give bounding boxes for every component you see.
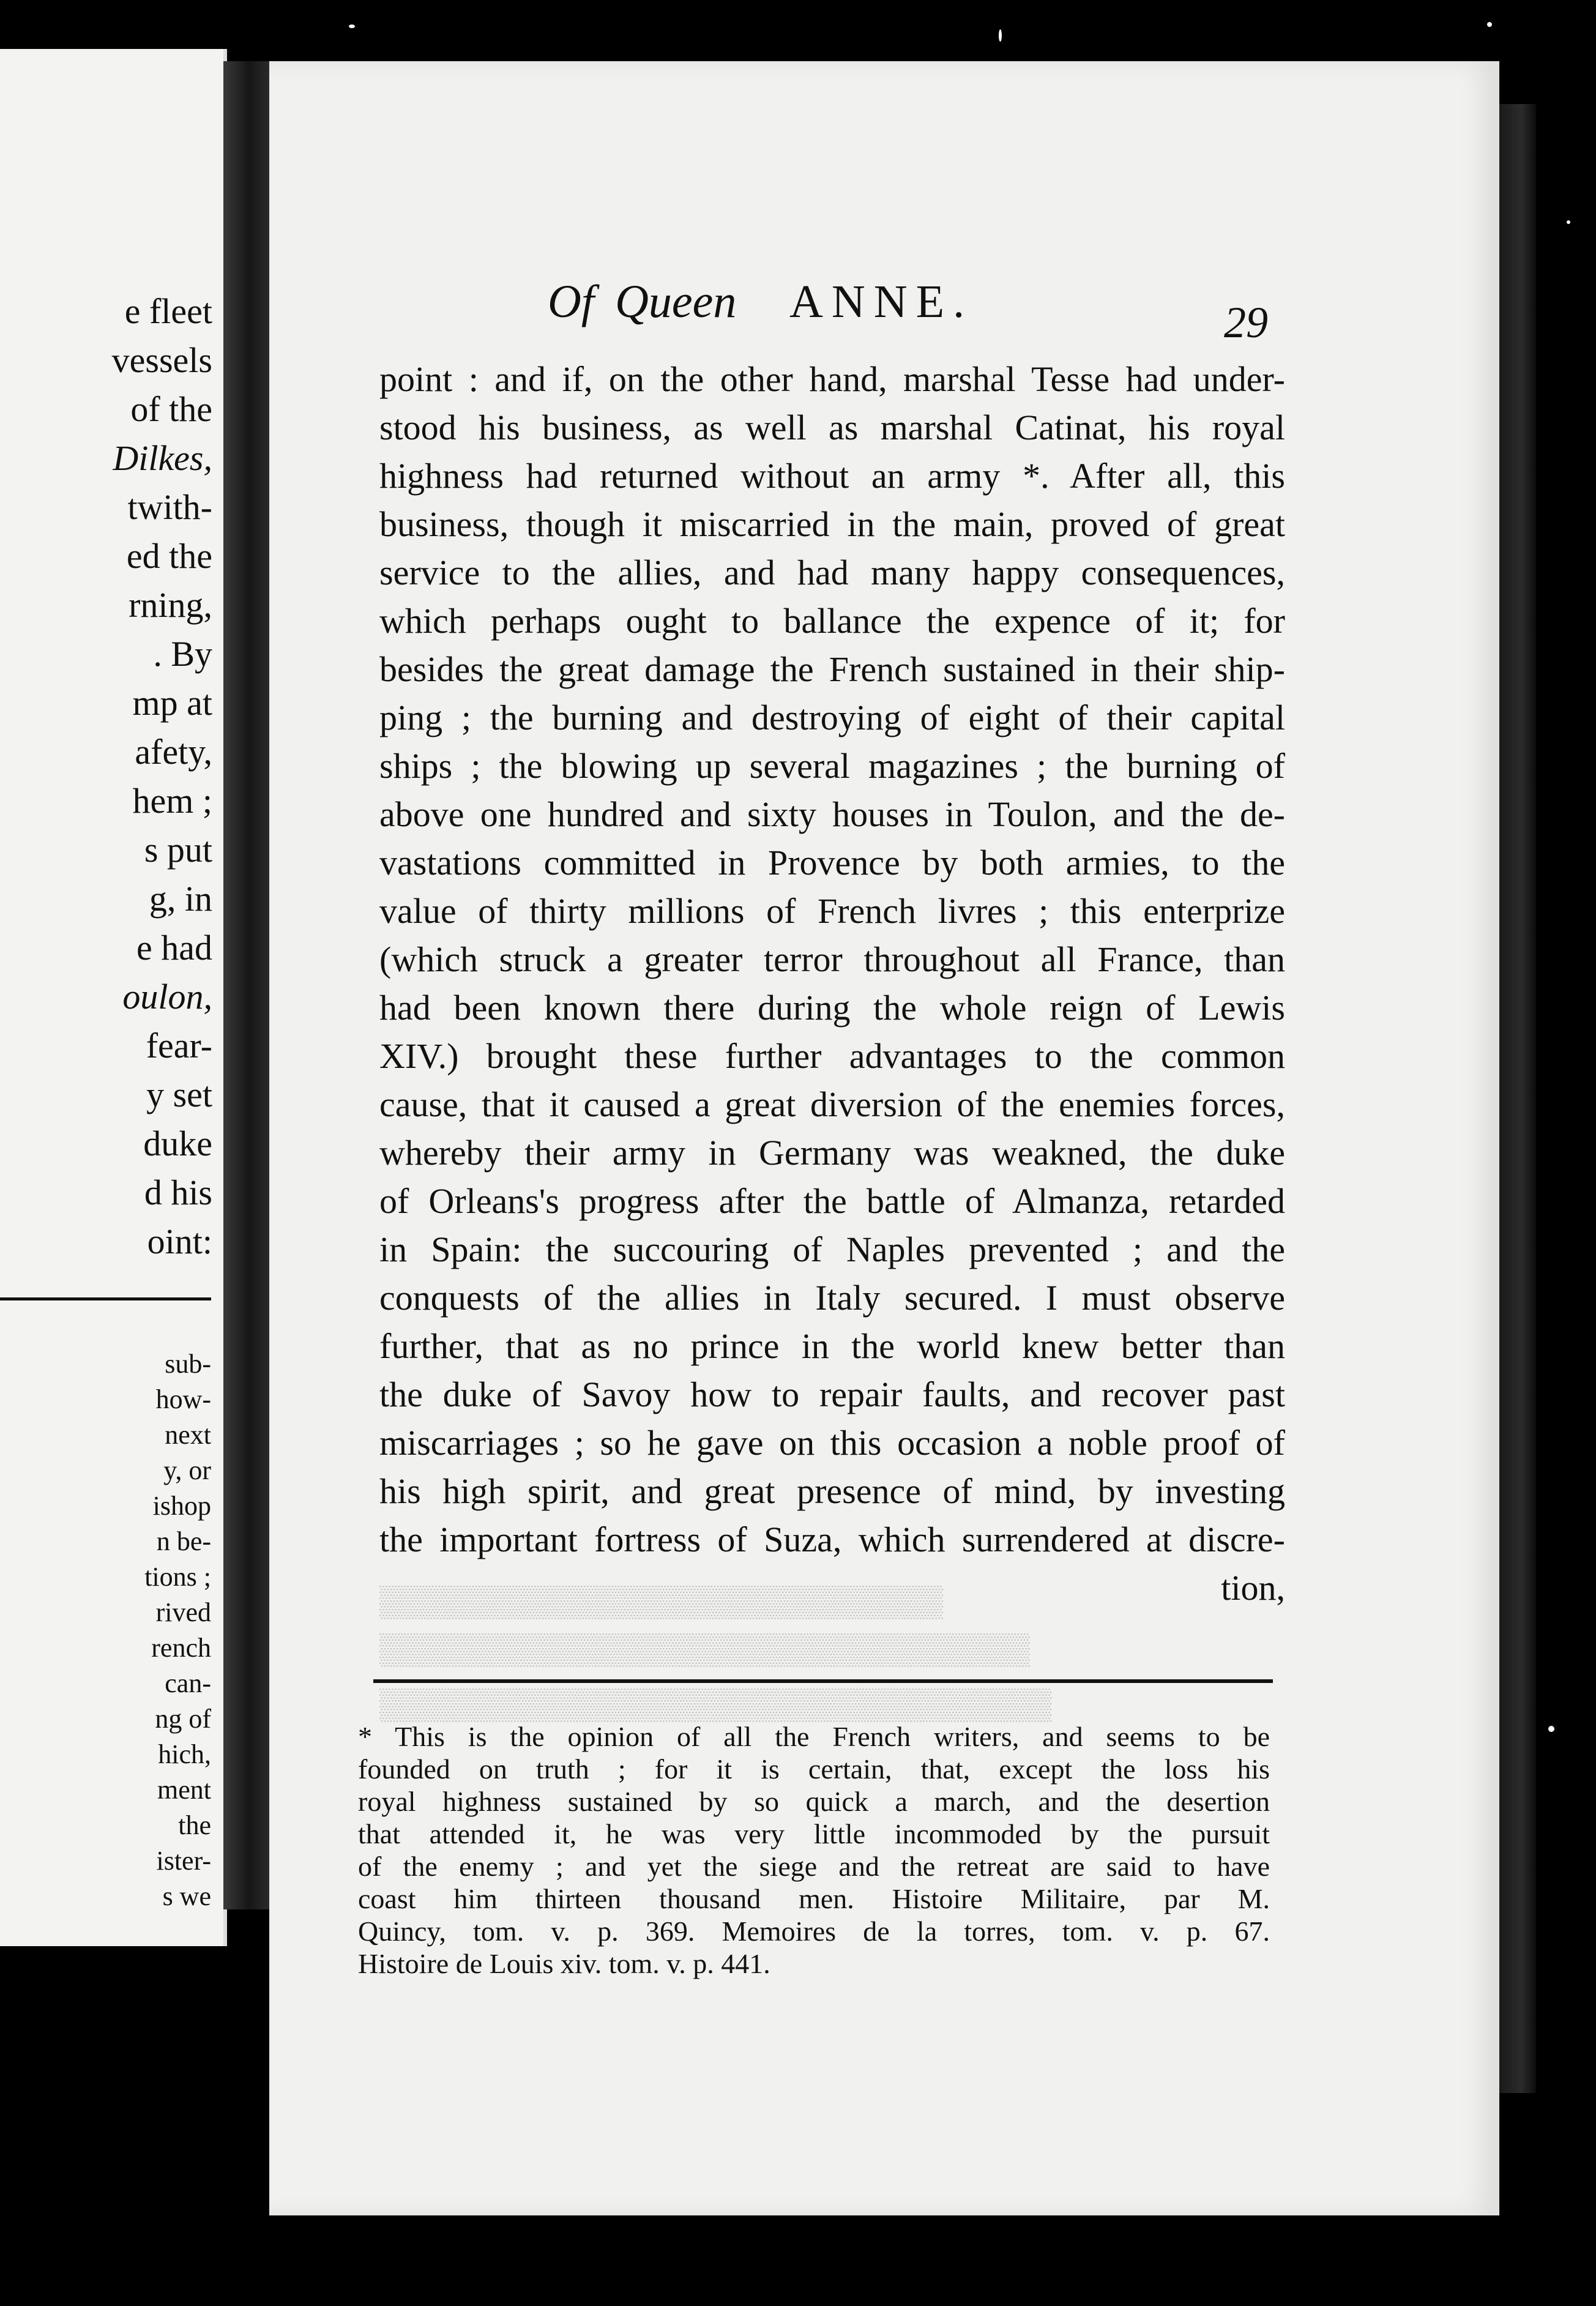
body-line: further, that as no prince in the world knew better than	[379, 1326, 1285, 1366]
body-line: had been known there during the whole reign of Lewis	[379, 988, 1285, 1028]
footnote-line: of the enemy ; and yet the siege and the retreat are said to have	[358, 1851, 1270, 1882]
body-line: ping ; the burning and destroying of eight of their capital	[379, 698, 1285, 737]
left-footnote-line: y, or	[163, 1455, 211, 1485]
left-footnote-line: hich,	[158, 1739, 211, 1769]
page-number: 29	[1224, 298, 1268, 347]
left-page-line: afety,	[135, 732, 212, 772]
left-page-line: of the	[130, 389, 212, 429]
running-head-of: Of	[548, 276, 594, 327]
footnote-line: Histoire de Louis xiv. tom. v. p. 441.	[358, 1948, 770, 1979]
left-page-line: fear-	[146, 1026, 212, 1065]
body-line: (which struck a greater terror throughout all France, than	[379, 939, 1285, 979]
left-page-line: mp at	[132, 683, 212, 723]
footnote-rule	[373, 1679, 1273, 1683]
body-line: miscarriages ; so he gave on this occasion a noble proof of	[379, 1423, 1285, 1463]
left-page-line: duke	[143, 1124, 212, 1163]
left-footnote-line: ment	[157, 1775, 211, 1805]
body-line: business, though it miscarried in the main, proved of great	[379, 504, 1285, 544]
left-page-line: ed the	[126, 536, 212, 576]
left-footnote-line: ister-	[156, 1846, 211, 1876]
body-line: cause, that it caused a great diversion of the enemies forces,	[379, 1084, 1285, 1124]
running-head-anne: ANNE.	[789, 276, 974, 327]
body-line: vastations committed in Provence by both armies, to the	[379, 843, 1285, 882]
left-page-line: oint:	[147, 1222, 212, 1261]
footnote-line: coast him thirteen thousand men. Histoire Militaire, par M.	[358, 1883, 1270, 1914]
left-footnote-line: rived	[155, 1597, 211, 1627]
left-footnote-line: next	[165, 1420, 211, 1450]
left-facing-page	[0, 49, 227, 1946]
left-page-line: e had	[136, 928, 212, 968]
left-page-line: s put	[144, 830, 212, 870]
scan-speck	[349, 24, 355, 28]
body-line: above one hundred and sixty houses in Toulon, and the de-	[379, 794, 1285, 834]
footnote-line: founded on truth ; for it is certain, that, except the loss his	[358, 1753, 1270, 1785]
left-footnote-line: how-	[155, 1384, 211, 1414]
scan-speck	[1548, 1726, 1554, 1732]
body-line: ships ; the blowing up several magazines ; the burning of	[379, 746, 1285, 786]
left-page-line: Dilkes,	[113, 438, 212, 478]
bleed-through-text: ▒▒▒▒▒▒▒▒▒▒▒▒▒▒▒▒▒▒▒▒▒▒▒▒▒▒	[379, 1587, 944, 1621]
body-line: value of thirty millions of French livres ; this enterprize	[379, 891, 1285, 931]
body-line: highness had returned without an army *. After all, this	[379, 456, 1285, 496]
body-line: service to the allies, and had many happy consequences,	[379, 553, 1285, 592]
book-gutter	[223, 61, 269, 1909]
body-line: besides the great damage the French sustained in their ship-	[379, 649, 1285, 689]
left-footnote-line: ng of	[155, 1704, 211, 1734]
bleed-through-text: ▒▒▒▒▒▒▒▒▒▒▒▒▒▒▒▒▒▒▒▒▒▒▒▒▒▒▒▒▒▒	[379, 1635, 1030, 1669]
running-head-queen: Queen	[615, 276, 737, 327]
body-line: conquests of the allies in Italy secured. I must observe	[379, 1278, 1285, 1318]
body-line: which perhaps ought to ballance the expence of it; for	[379, 601, 1285, 641]
scan-speck	[1567, 220, 1570, 224]
body-line: of Orleans's progress after the battle of Almanza, retarded	[379, 1181, 1285, 1221]
body-line: stood his business, as well as marshal Catinat, his royal	[379, 408, 1285, 447]
left-page-line: e fleet	[124, 291, 212, 331]
left-footnote-line: ishop	[152, 1491, 211, 1521]
left-footnote-line: sub-	[165, 1349, 211, 1379]
left-footnote-line: s we	[162, 1881, 211, 1911]
left-footnote-line: can-	[165, 1668, 211, 1698]
left-footnote-rule	[0, 1297, 211, 1300]
footnote-line: that attended it, he was very little incommoded by the pursuit	[358, 1818, 1270, 1849]
body-line: in Spain: the succouring of Naples prevented ; and the	[379, 1229, 1285, 1269]
left-page-line: . By	[153, 634, 212, 674]
left-page-line: twith-	[127, 487, 212, 527]
body-line: XIV.) brought these further advantages to the common	[379, 1036, 1285, 1076]
body-line: whereby their army in Germany was weakned, the duke	[379, 1133, 1285, 1173]
page-edge-shadow	[1499, 104, 1536, 2093]
left-page-line: vessels	[111, 340, 212, 380]
footnote-line: Quincy, tom. v. p. 369. Memoires de la torres, tom. v. p. 67.	[358, 1916, 1270, 1947]
left-page-line: d his	[144, 1173, 212, 1212]
left-footnote-line: rench	[151, 1633, 211, 1663]
footnote-line: * This is the opinion of all the French writers, and seems to be	[358, 1721, 1270, 1752]
left-page-line: rning,	[129, 585, 212, 625]
left-page-line: y set	[146, 1075, 212, 1114]
body-line: the duke of Savoy how to repair faults, and recover past	[379, 1375, 1285, 1414]
footnote-line: royal highness sustained by so quick a march, and the desertion	[358, 1786, 1270, 1817]
bleed-through-text: ▒▒▒▒▒▒▒▒▒▒▒▒▒▒▒▒▒▒▒▒▒▒▒▒▒▒▒▒▒▒▒	[379, 1690, 1052, 1724]
left-footnote-line: n be-	[156, 1526, 211, 1556]
body-line: his high spirit, and great presence of mind, by investing	[379, 1471, 1285, 1511]
scan-speck	[1487, 22, 1492, 27]
left-footnote-line: tions ;	[144, 1562, 211, 1592]
body-line: tion,	[1221, 1568, 1285, 1608]
body-line: the important fortress of Suza, which surrendered at discre-	[379, 1520, 1285, 1559]
running-head	[269, 275, 1310, 343]
body-line: point : and if, on the other hand, marshal Tesse had under-	[379, 359, 1285, 399]
scan-speck	[999, 29, 1002, 42]
left-page-line: hem ;	[132, 781, 212, 821]
left-footnote-line: the	[178, 1810, 211, 1840]
left-page-line: oulon,	[122, 977, 212, 1017]
left-page-line: g, in	[149, 879, 212, 919]
